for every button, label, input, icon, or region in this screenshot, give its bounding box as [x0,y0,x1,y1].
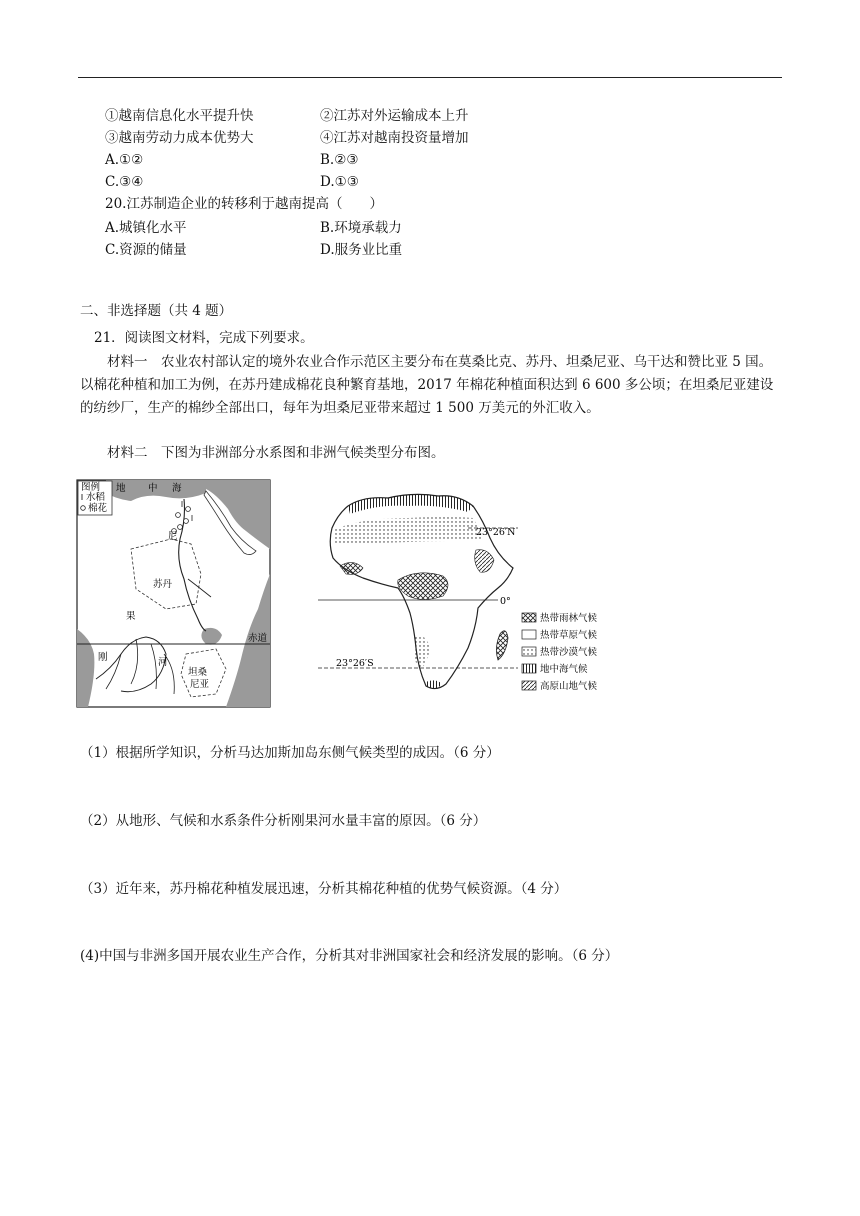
q21-sub-3: （3）近年来，苏丹棉花种植发展迅速，分析其棉花种植的优势气候资源。（4 分） [80,881,568,897]
q19-statement-4: ④江苏对越南投资量增加 [320,130,469,146]
label-sudan: 苏丹 [153,579,173,590]
label-he: 河 [158,657,168,668]
material-two: 材料二 下图为非洲部分水系图和非洲气候类型分布图。 [107,445,445,461]
q21-sub-2: （2）从地形、气候和水系条件分析刚果河水量丰富的原因。（6 分） [80,813,487,829]
q19-option-a: A.①② [105,152,144,168]
q19-statement-1: ①越南信息化水平提升快 [105,108,254,124]
section-heading: 二、非选择题（共 4 题） [80,303,233,319]
label-med-3: 海 [172,483,182,494]
legend-label-rainforest: 热带雨林气候 [540,613,598,624]
label-tanzania-1: 坦桑 [188,667,208,678]
q21-sub-1: （1）根据所学知识，分析马达加斯加岛东侧气候类型的成因。（6 分） [80,745,500,761]
africa-climate-map [318,488,638,700]
tropic-s-label: 23°26′S [336,658,374,669]
q20-option-c: C.资源的储量 [105,242,187,258]
q20-option-d: D.服务业比重 [320,242,403,258]
label-tanzania-2: 尼亚 [190,679,210,690]
legend-swatch-rainforest [522,613,536,622]
label-guo: 果 [126,611,136,622]
tropic-n-label: 23°26′N [476,527,516,538]
label-congo: 刚 [98,652,108,663]
label-nile: 尼 [168,531,178,542]
q19-option-c: C.③④ [105,174,144,190]
label-equator: 赤道 [248,633,268,644]
climate-legend [522,612,598,692]
q19-statement-2: ②江苏对外运输成本上升 [320,108,469,124]
q19-option-d: D.①③ [320,174,359,190]
legend-label-highland: 高原山地气候 [540,681,598,692]
q19-statement-3: ③越南劳动力成本优势大 [105,130,254,146]
cotton-icon [81,506,86,511]
legend-label-desert: 热带沙漠气候 [540,647,598,658]
legend-swatch-highland [522,681,536,690]
legend-rice: 水稻 [86,492,106,503]
q21-intro: 21．阅读图文材料，完成下列要求。 [94,330,314,346]
header-rule [78,77,782,78]
q20-option-a: A.城镇化水平 [105,220,187,236]
legend-swatch-savanna [522,630,536,639]
q20-option-b: B.环境承载力 [320,220,402,236]
material-one: 材料一 农业农村部认定的境外农业合作示范区主要分布在莫桑比克、苏丹、坦桑尼亚、乌干达和赞比亚 5 国。以棉花种植和加工为例，在苏丹建成棉花良种繁育基地，2017 年棉花种植面积达到 6 600 多公顷；在坦桑尼亚建设的纺纱厂，生产的棉纱全部出口，每年为坦桑尼亚带来超过 1 500 万美元的外汇收入。 [80,354,774,416]
legend-swatch-desert [522,647,536,656]
q21-sub-4: (4)中国与非洲多国开展农业生产合作，分析其对非洲国家社会和经济发展的影响。（6 分） [80,948,619,964]
equator-label: 0° [500,596,511,607]
legend-swatch-mediterranean [522,664,536,673]
legend-label-savanna: 热带草原气候 [540,630,598,641]
label-med-1: 地 [116,483,126,494]
q20-stem: 20.江苏制造企业的转移利于越南提高（ ） [105,196,383,212]
legend-title: 图例 [81,482,101,493]
label-med-2: 中 [148,483,158,494]
madagascar [496,631,508,660]
legend-cotton: 棉花 [88,503,108,514]
africa-drainage-map [76,479,272,709]
legend-label-mediterranean: 地中海气候 [540,664,588,675]
q19-option-b: B.②③ [320,152,359,168]
